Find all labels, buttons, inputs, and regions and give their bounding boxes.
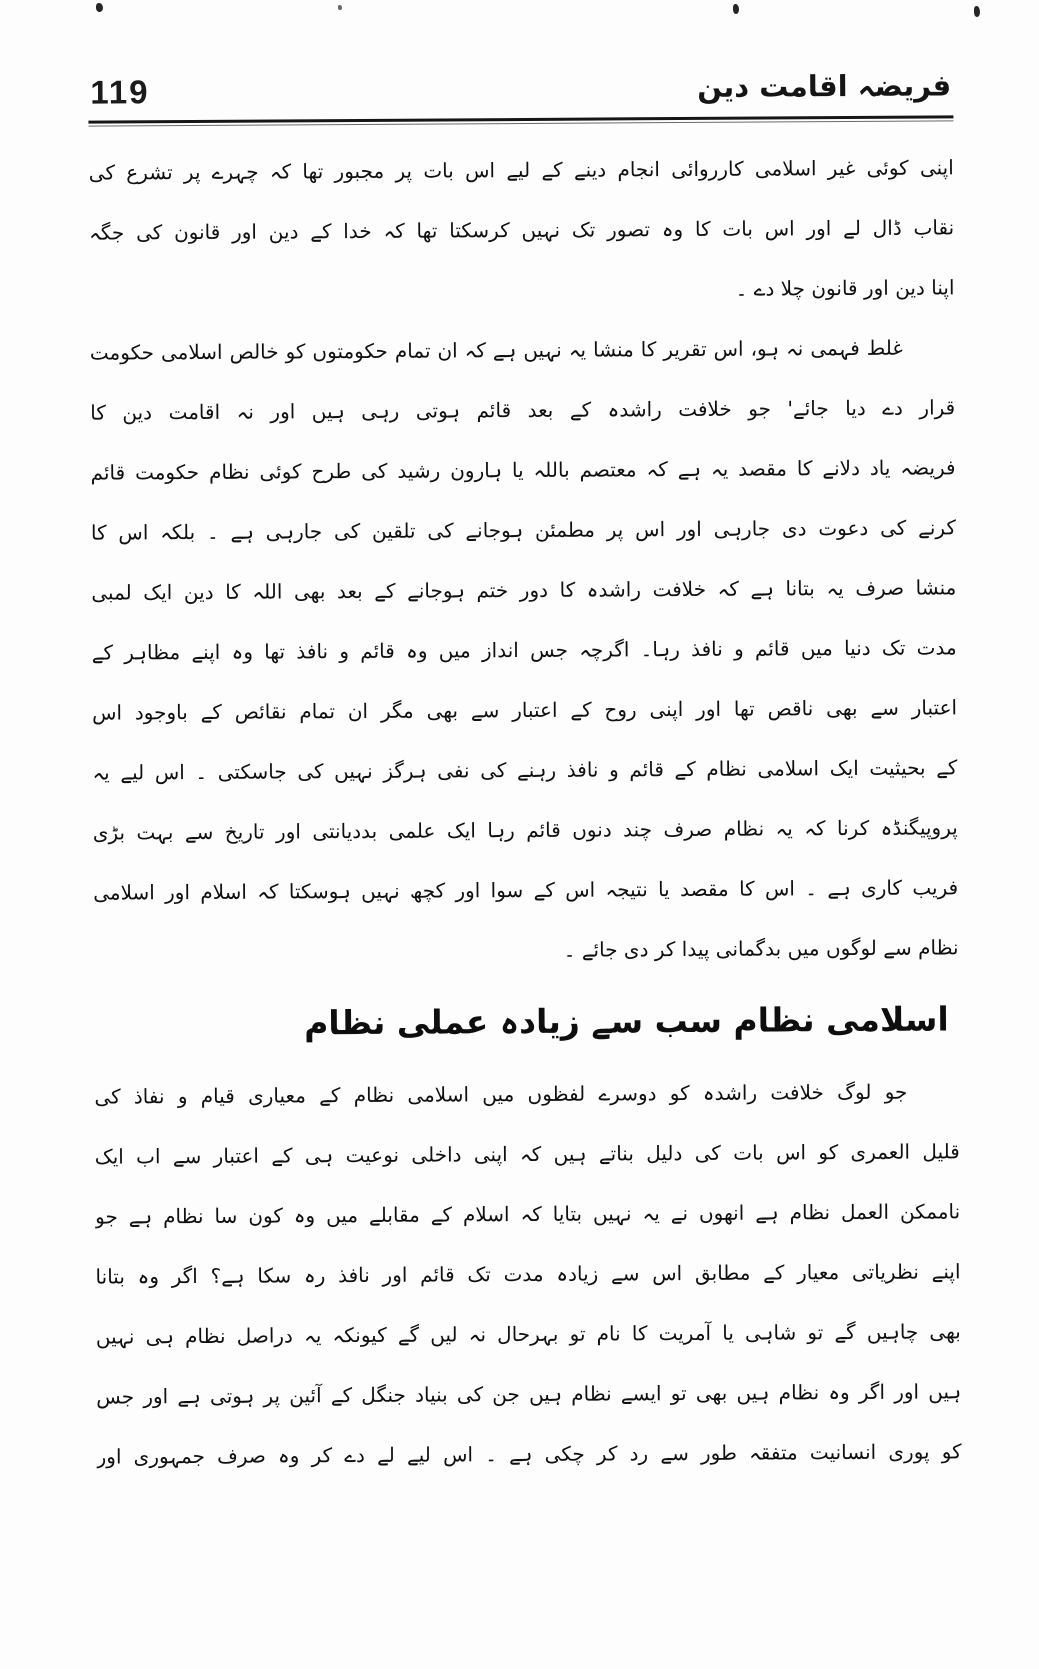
scan-speck xyxy=(733,4,739,14)
running-head-title: فریضہ اقامت دین xyxy=(697,68,952,105)
paragraph xyxy=(89,137,955,322)
text-line: اپنا دین اور قانون چلا دے ۔ xyxy=(735,275,955,301)
text-line: فریضہ یاد دلانے کا مقصد یہ ہے کہ معتصم باللہ یا ہارون رشید کی طرح کوئی نظام حکومت قائم xyxy=(90,455,956,485)
paragraph xyxy=(94,1061,962,1486)
text-line: قرار دے دیا جائے' جو خلافت راشدہ کے بعد قائم ہوتی رہی ہیں اور نہ اقامت دین کا xyxy=(90,395,956,425)
text-line: قلیل العمری کو اس بات کی دلیل بناتے ہیں کہ اپنی داخلی نوعیت ہی کے اعتبار سے اب ایک xyxy=(94,1139,960,1169)
text-line: نقاب ڈال لے اور اس بات کا وہ تصور تک نہیں کرسکتا تھا کہ خدا کے دین اور قانون کی جگہ xyxy=(89,215,955,245)
page-number: 119 xyxy=(90,73,150,111)
text-line: غلط فہمی نہ ہو، اس تقریر کا منشا یہ نہیں ہے کہ ان تمام حکومتوں کو خالص اسلامی حکومت xyxy=(89,335,903,365)
text-line: نظام سے لوگوں میں بدگمانی پیدا کر دی جائے ۔ xyxy=(563,935,959,962)
text-line: اپنی کوئی غیر اسلامی کارروائی انجام دینے کے لیے اس بات پر مجبور تھا کہ چہرے پر تشرع کی xyxy=(88,155,954,185)
text-line: مدت تک دنیا میں قائم و نافذ رہا۔ اگرچہ جس انداز میں وہ قائم و نافذ تھا وہ اپنے مظاہر کے xyxy=(91,635,957,665)
page-content xyxy=(88,45,962,1486)
paragraph xyxy=(90,317,959,982)
text-line: کے بحیثیت ایک اسلامی نظام کے قائم و نافذ رہنے کی نفی ہرگز نہیں کی جاسکتی ۔ اس لیے یہ xyxy=(92,755,958,785)
body-text xyxy=(89,137,962,1486)
scan-speck xyxy=(974,6,980,17)
text-line: کرنے کی دعوت دی جارہی اور اس پر مطمئن ہوجانے کی تلقین کی جارہی ہے ۔ بلکہ اس کا xyxy=(90,515,957,545)
scan-speck xyxy=(338,5,342,10)
text-line: کو پوری انسانیت متفقہ طور سے رد کر چکی ہے ۔ اس لیے لے دے کر وہ صرف جمہوری اور xyxy=(96,1439,962,1469)
text-line: ناممکن العمل نظام ہے انھوں نے یہ نہیں بتایا کہ اسلام کے مقابلے میں وہ کون سا نظام ہے جو xyxy=(95,1199,961,1229)
text-line: بھی چاہیں گے تو شاہی یا آمریت کا نام تو بہرحال نہ لیں گے کیونکہ یہ دراصل نظام ہی نہیں xyxy=(95,1319,961,1349)
text-line: اعتبار سے بھی ناقص تھا اور اپنی روح کے اعتبار سے بھی مگر ان تمام نقائص کے باوجود اس xyxy=(91,695,958,725)
scan-speck xyxy=(96,3,103,12)
header-rule xyxy=(88,115,953,126)
text-line: جو لوگ خلافت راشدہ کو دوسرے لفظوں میں اسلامی نظام کے معیاری قیام و نفاذ کی xyxy=(94,1079,908,1109)
text-line: فریب کاری ہے ۔ اس کا مقصد یا نتیجہ اس کے سوا اور کچھ نہیں ہوسکتا کہ اسلام اور اسلامی xyxy=(93,875,959,905)
text-line: اپنے نظریاتی معیار کے مطابق اس سے زیادہ مدت تک قائم اور نافذ رہ سکا ہے؟ اگر وہ بتانا xyxy=(95,1259,961,1289)
section-heading: اسلامی نظام سب سے زیادہ عملی نظام xyxy=(304,999,949,1043)
page-header xyxy=(88,45,953,111)
text-line: ہیں اور اگر وہ نظام ہیں بھی تو ایسے نظام ہیں جن کی بنیاد جنگل کے آئین پر ہوتی ہے اور جس xyxy=(96,1379,962,1409)
text-line: پروپیگنڈہ کرنا کہ یہ نظام صرف چند دنوں قائم رہا ایک علمی بددیانتی اور تاریخ سے بہت بڑی xyxy=(92,815,958,845)
text-line: منشا صرف یہ بتانا ہے کہ خلافت راشدہ کا دور ختم ہوجانے کے بعد بھی اللہ کا دین ایک لمبی xyxy=(91,575,957,605)
